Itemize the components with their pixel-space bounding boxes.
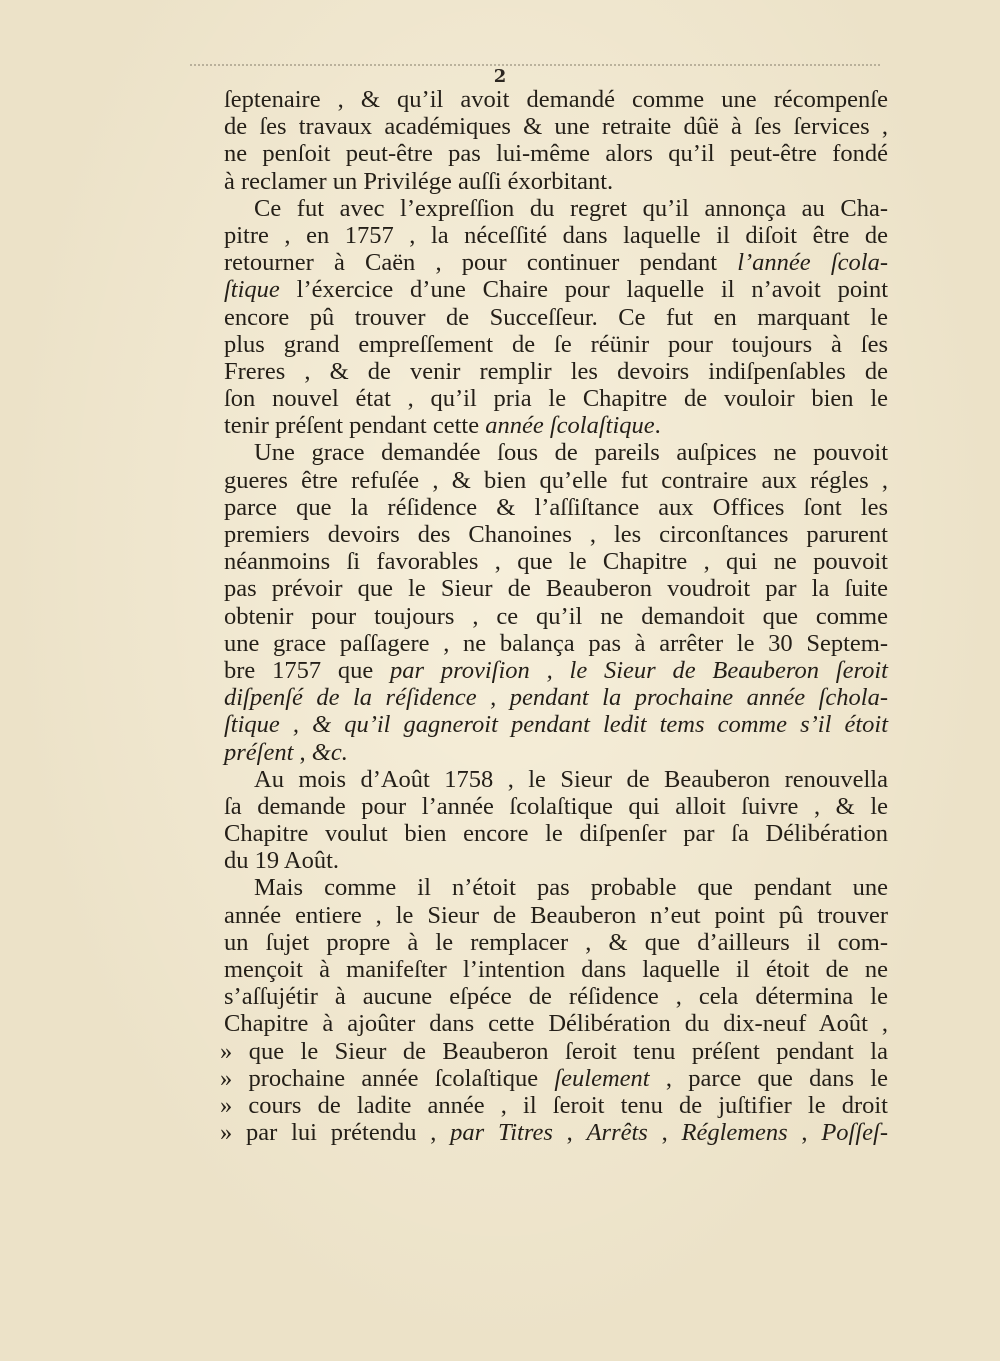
text-run: plus grand empreſſement de ſe réünir pour toujours à ſes [224, 330, 888, 358]
italic-text: ſtique [224, 276, 280, 304]
italic-text: l’année ſcola- [737, 249, 888, 277]
italic-text: Arrêts [586, 1119, 648, 1147]
text-line [224, 249, 888, 276]
text-line [224, 902, 888, 929]
text-line [224, 630, 888, 657]
text-run: Au mois d’Août 1758 , le Sieur de Beauberon renouvella [254, 765, 888, 793]
text-line [224, 929, 888, 956]
text-line [224, 113, 888, 140]
italic-text: par Titres [450, 1119, 553, 1147]
text-line [224, 385, 888, 412]
text-run: ſa demande pour l’année ſcolaſtique qui alloit ſuivre , & le [224, 792, 888, 820]
text-run: , [293, 738, 312, 766]
text-run: ſon nouvel état , qu’il pria le Chapitre de vouloir bien le [224, 385, 888, 413]
text-run: un ſujet propre à le remplacer , & que d’ailleurs il com- [224, 928, 888, 956]
text-line [224, 276, 888, 303]
text-line [224, 711, 888, 738]
text-line [224, 358, 888, 385]
text-line [224, 467, 888, 494]
text-line [224, 1010, 888, 1037]
text-line [224, 521, 888, 548]
text-run: » prochaine année ſcolaſtique [220, 1064, 555, 1092]
text-run: Ce fut avec l’expreſſion du regret qu’il annonça au Cha- [254, 194, 888, 222]
text-run: gueres être refuſée , & bien qu’elle fut contraire aux régles , [224, 466, 888, 494]
italic-text: diſpenſé de la réſidence , pendant la prochaine année ſchola- [224, 684, 888, 712]
text-line [224, 222, 888, 249]
text-line [224, 820, 888, 847]
italic-text: par proviſion , le Sieur de Beauberon ſeroit [390, 656, 888, 684]
italic-text: année ſcolaſtique [485, 412, 655, 440]
text-line [224, 331, 888, 358]
text-run: , [552, 1119, 587, 1147]
text-run: » par lui prétendu , [220, 1119, 451, 1147]
text-line [224, 168, 888, 195]
text-run: premiers devoirs des Chanoines , les circonſtances parurent [224, 521, 888, 548]
text-line [224, 304, 888, 331]
page-number: 2 [493, 66, 507, 87]
text-run: parce que la réſidence & l’aſſiſtance aux Offices ſont les [224, 493, 888, 521]
italic-text: Réglemens [681, 1119, 788, 1147]
text-run: , [787, 1119, 822, 1147]
italic-text: préſent [224, 738, 294, 766]
text-run: Mais comme il n’étoit pas probable que pendant une [254, 874, 888, 902]
text-run: néanmoins ſi favorables , que le Chapitre , qui ne pouvoit [224, 548, 888, 576]
text-run: Chapitre à ajoûter dans cette Délibération du dix-neuf Août , [224, 1010, 888, 1038]
text-line [224, 439, 888, 466]
text-line [224, 140, 888, 167]
text-line [224, 874, 888, 901]
text-run: une grace paſſagere , ne balança pas à arrêter le 30 Septem- [224, 629, 888, 657]
text-line [224, 412, 888, 439]
text-line [224, 548, 888, 575]
text-run: Freres , & de venir remplir les devoirs indiſpenſables de [224, 357, 888, 385]
text-run: ne penſoit peut-être pas lui-même alors qu’il peut-être fondé [224, 140, 888, 168]
text-line [224, 575, 888, 602]
text-line [224, 684, 888, 711]
text-line [220, 1038, 888, 1065]
text-run: » que le Sieur de Beauberon ſeroit tenu préſent pendant la [220, 1037, 888, 1065]
italic-text: ſtique , & qu’il gagneroit pendant ledit tems comme s’il étoit [224, 711, 888, 739]
text-run: mençoit à manifeſter l’intention dans laquelle il étoit de ne [224, 956, 888, 983]
text-run: Une grace demandée ſous de pareils auſpices ne pouvoit [254, 439, 888, 467]
text-line [220, 1065, 888, 1092]
text-run: obtenir pour toujours , ce qu’il ne demandoit que comme [224, 602, 888, 630]
text-line [224, 793, 888, 820]
text-run: pitre , en 1757 , la néceſſité dans laquelle il diſoit être de [224, 221, 888, 249]
text-run: l’éxercice d’une Chaire pour laquelle il n’avoit point [279, 276, 888, 304]
text-run: , parce que dans le [649, 1064, 888, 1092]
text-run: , [647, 1119, 682, 1147]
text-run: . [654, 412, 661, 440]
text-run: encore pû trouver de Succeſſeur. Ce fut en marquant le [224, 303, 888, 331]
text-run: retourner à Caën , pour continuer pendant [224, 249, 738, 277]
text-run: du 19 Août. [224, 847, 340, 875]
text-run: de ſes travaux académiques & une retraite dûë à ſes ſervices , [224, 113, 888, 141]
text-run: année entiere , le Sieur de Beauberon n’eut point pû trouver [224, 901, 888, 929]
text-line [224, 195, 888, 222]
body-text [220, 86, 888, 1147]
text-run: Chapitre voulut bien encore le diſpenſer par ſa Délibération [224, 820, 888, 848]
text-line [224, 956, 888, 983]
text-line [224, 86, 888, 113]
italic-text: &c. [311, 738, 348, 766]
text-run: s’aſſujétir à aucune eſpéce de réſidence , cela détermina le [224, 983, 888, 1011]
text-run: tenir préſent pendant cette [224, 412, 486, 440]
text-line [224, 847, 888, 874]
text-line [224, 983, 888, 1010]
text-line [224, 739, 888, 766]
italic-text: Poſſeſ- [821, 1119, 888, 1147]
text-line [224, 657, 888, 684]
text-run: bre 1757 que [224, 656, 391, 684]
text-line [224, 766, 888, 793]
text-line [224, 494, 888, 521]
text-run: » cours de ladite année , il ſeroit tenu de juſtifier le droit [220, 1091, 888, 1119]
text-line [220, 1119, 888, 1146]
text-line [224, 603, 888, 630]
italic-text: ſeulement [554, 1064, 650, 1092]
text-run: ſeptenaire , & qu’il avoit demandé comme une récompenſe [224, 86, 888, 113]
text-run: à reclamer un Privilége auſſi éxorbitant. [224, 167, 614, 195]
text-line [220, 1092, 888, 1119]
text-run: pas prévoir que le Sieur de Beauberon voudroit par la ſuite [224, 575, 888, 603]
